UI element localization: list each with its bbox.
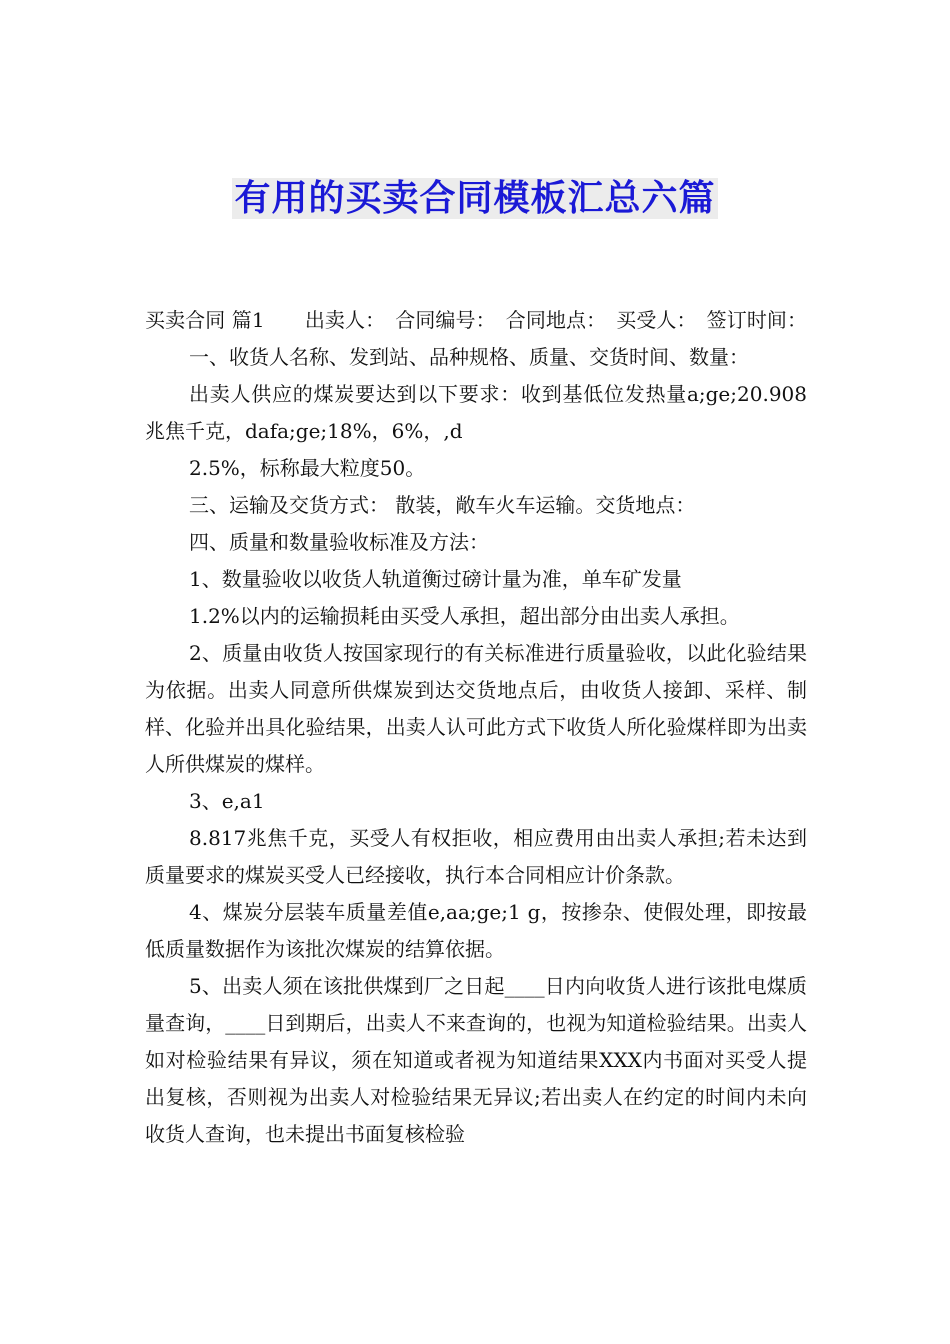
document-body — [145, 302, 807, 1153]
paragraph-item-1: 1、数量验收以收货人轨道衡过磅计量为准，单车矿发量 — [189, 567, 682, 591]
paragraph-item-3: 3、e,a1 — [189, 789, 265, 813]
paragraph-section-4: 四、质量和数量验收标准及方法： — [189, 530, 489, 554]
paragraph-header: 买卖合同 篇1 出卖人： 合同编号： 合同地点： 买受人： 签订时间： — [145, 308, 807, 332]
paragraph-item-4: 4、煤炭分层装车质量差值e,aa;ge;1 g，按掺杂、使假处理，即按最低质量数据作为该批次煤炭的结算依据。 — [145, 900, 807, 961]
document-title — [0, 174, 950, 224]
paragraph-transport-loss: 1.2%以内的运输损耗由买受人承担，超出部分由出卖人承担。 — [189, 604, 740, 628]
paragraph-rejection: 8.817兆焦千克，买受人有权拒收，相应费用由出卖人承担;若未达到质量要求的煤炭买受人已经接收，执行本合同相应计价条款。 — [145, 826, 807, 887]
paragraph-section-3: 三、运输及交货方式： 散装，敞车火车运输。交货地点： — [189, 493, 696, 517]
paragraph-item-2: 2、质量由收货人按国家现行的有关标准进行质量验收，以此化验结果为依据。出卖人同意所供煤炭到达交货地点后，由收货人接卸、采样、制样、化验并出具化验结果，出卖人认可此方式下收货人所化验煤样即为出卖人所供煤炭的煤样。 — [145, 641, 807, 776]
paragraph-quality-requirements: 出卖人供应的煤炭要达到以下要求：收到基低位发热量a;ge;20.908兆焦千克，dafa;ge;18%，6%，,d — [145, 382, 807, 443]
document-title-text: 有用的买卖合同模板汇总六篇 — [234, 178, 716, 219]
paragraph-item-5: 5、出卖人须在该批供煤到厂之日起____日内向收货人进行该批电煤质量查询，____日到期后，出卖人不来查询的，也视为知道检验结果。出卖人如对检验结果有异议，须在知道或者视为知道结果XXX内书面对买受人提出复核，否则视为出卖人对检验结果无异议;若出卖人在约定的时间内未向收货人查询，也未提出书面复核检验 — [145, 974, 807, 1146]
paragraph-section-1: 一、收货人名称、发到站、品种规格、质量、交货时间、数量： — [189, 345, 749, 369]
paragraph-granularity: 2.5%，标称最大粒度50。 — [189, 456, 426, 480]
